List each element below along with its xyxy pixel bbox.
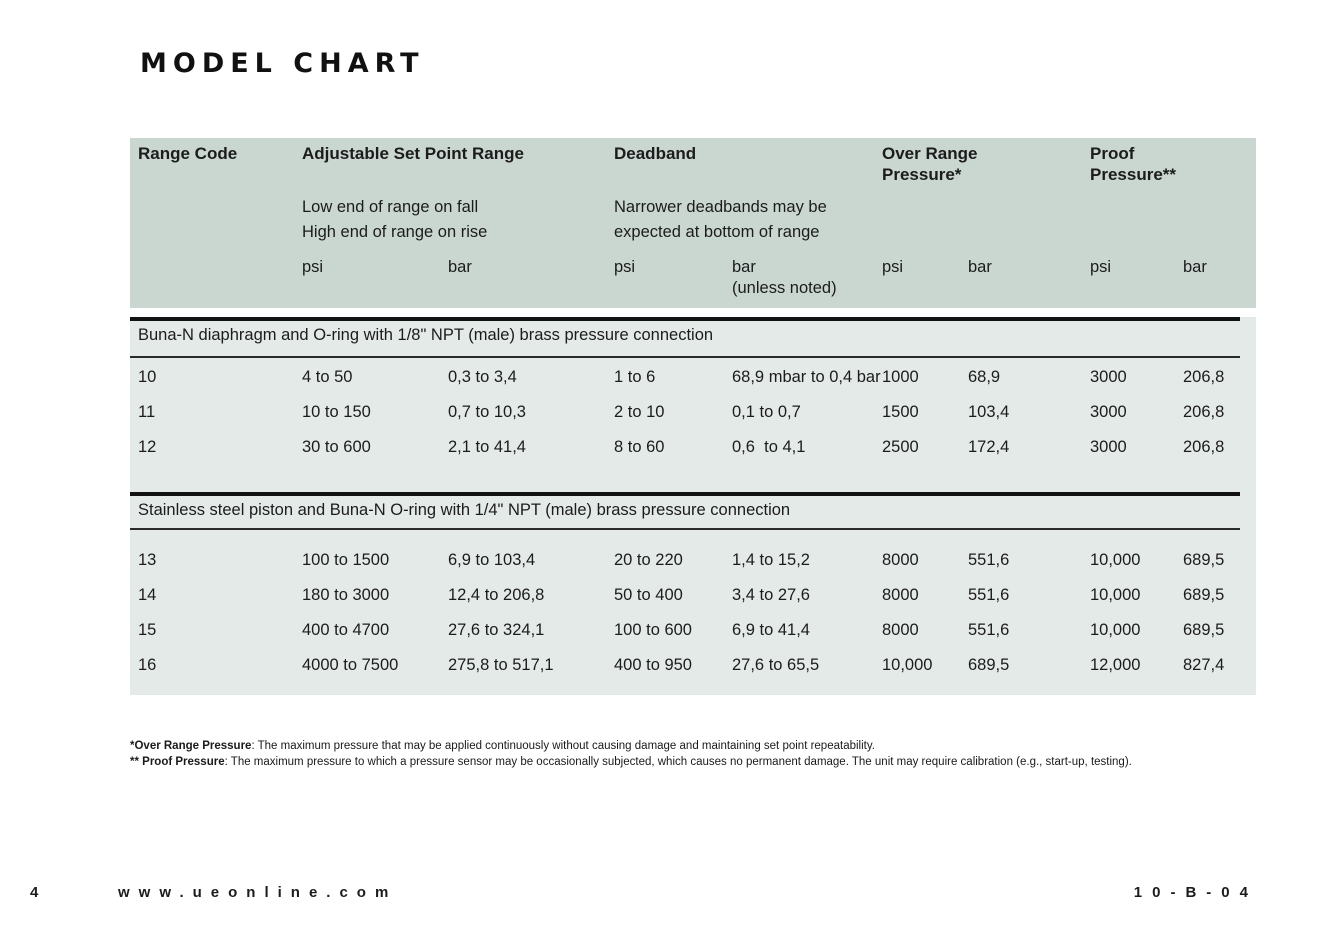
over-range-psi: 8000 <box>882 621 919 639</box>
proof-psi: 12,000 <box>1090 656 1141 674</box>
table-body-band <box>130 317 1256 695</box>
table-header-band <box>130 138 1256 308</box>
table-header-row <box>130 143 1256 185</box>
over-range-bar: 551,6 <box>968 586 1010 604</box>
deadband-bar: 68,9 mbar to 0,4 bar <box>732 368 881 386</box>
footnote-over-range-text: : The maximum pressure that may be applied continuously without causing damage and maintaining set point repeatability. <box>251 740 875 752</box>
unit-deadband-psi: psi <box>614 258 636 276</box>
deadband-bar: 27,6 to 65,5 <box>732 656 820 674</box>
footnote-proof-term: ** Proof Pressure <box>130 756 225 768</box>
proof-bar: 689,5 <box>1183 586 1225 604</box>
section-underline <box>130 528 1240 530</box>
set-point-note-line1: Low end of range on fall <box>302 198 479 216</box>
unit-proof-psi: psi <box>1090 258 1112 276</box>
unit-deadband-bar-label: bar <box>732 258 756 276</box>
footnotes <box>130 738 1132 770</box>
over-range-bar: 68,9 <box>968 368 1001 386</box>
unit-over-range-psi: psi <box>882 258 904 276</box>
set-point-psi: 400 to 4700 <box>302 621 390 639</box>
set-point-note <box>302 195 614 245</box>
set-point-psi: 4 to 50 <box>302 368 353 386</box>
range-code: 12 <box>138 438 157 456</box>
table-units-row <box>130 257 1256 299</box>
over-range-psi: 10,000 <box>882 656 933 674</box>
set-point-psi: 100 to 1500 <box>302 551 390 569</box>
column-header-proof <box>1090 143 1256 185</box>
table-header-notes-row <box>130 195 1256 245</box>
unit-over-range-bar: bar <box>968 258 992 276</box>
proof-bar: 827,4 <box>1183 656 1225 674</box>
range-code: 15 <box>138 621 157 639</box>
over-range-psi: 1000 <box>882 368 919 386</box>
proof-psi: 3000 <box>1090 438 1127 456</box>
section-divider-line <box>130 317 1240 321</box>
set-point-bar: 275,8 to 517,1 <box>448 656 554 674</box>
set-point-bar: 27,6 to 324,1 <box>448 621 545 639</box>
range-code: 14 <box>138 586 157 604</box>
footnote-over-range-term: *Over Range Pressure <box>130 740 252 752</box>
set-point-psi: 4000 to 7500 <box>302 656 399 674</box>
section-title-stainless: Stainless steel piston and Buna-N O-ring with 1/4" NPT (male) brass pressure connection <box>138 501 791 519</box>
deadband-note <box>614 195 882 245</box>
footnote-over-range <box>130 738 1132 754</box>
website-url: www.ueonline.com <box>118 884 398 901</box>
unit-deadband-bar <box>732 257 882 299</box>
deadband-bar: 3,4 to 27,6 <box>732 586 810 604</box>
section-rows-stainless <box>130 543 1256 683</box>
footnote-proof-text: : The maximum pressure to which a pressure sensor may be occasionally subjected, which causes no permanent damage. The unit may require calibration (e.g., start-up, testing). <box>224 756 1132 768</box>
unit-proof-bar: bar <box>1183 258 1207 276</box>
over-range-psi: 1500 <box>882 403 919 421</box>
deadband-psi: 20 to 220 <box>614 551 683 569</box>
set-point-note-line2: High end of range on rise <box>302 223 488 241</box>
deadband-note-line2: expected at bottom of range <box>614 223 820 241</box>
unit-set-point-bar: bar <box>448 258 472 276</box>
deadband-psi: 100 to 600 <box>614 621 692 639</box>
spacer <box>130 257 302 299</box>
proof-bar: 689,5 <box>1183 551 1225 569</box>
range-code: 11 <box>138 403 156 421</box>
set-point-bar: 6,9 to 103,4 <box>448 551 536 569</box>
deadband-note-line1: Narrower deadbands may be <box>614 198 827 216</box>
page-title: MODEL CHART <box>140 48 425 79</box>
deadband-bar: 6,9 to 41,4 <box>732 621 810 639</box>
section-underline <box>130 356 1240 358</box>
proof-psi: 10,000 <box>1090 621 1141 639</box>
proof-bar: 206,8 <box>1183 403 1225 421</box>
set-point-bar: 0,7 to 10,3 <box>448 403 526 421</box>
over-range-bar: 551,6 <box>968 621 1010 639</box>
unit-set-point-psi: psi <box>302 258 324 276</box>
over-range-bar: 551,6 <box>968 551 1010 569</box>
range-code: 10 <box>138 368 157 386</box>
over-range-psi: 2500 <box>882 438 919 456</box>
deadband-psi: 1 to 6 <box>614 368 656 386</box>
column-header-proof-label: Proof Pressure** <box>1090 144 1177 184</box>
column-header-range-code: Range Code <box>138 144 238 163</box>
over-range-bar: 172,4 <box>968 438 1010 456</box>
set-point-psi: 10 to 150 <box>302 403 371 421</box>
deadband-psi: 400 to 950 <box>614 656 692 674</box>
proof-psi: 10,000 <box>1090 586 1141 604</box>
proof-psi: 3000 <box>1090 368 1127 386</box>
over-range-bar: 689,5 <box>968 656 1010 674</box>
deadband-psi: 8 to 60 <box>614 438 665 456</box>
unit-deadband-bar-note: (unless noted) <box>732 279 837 297</box>
page-number: 4 <box>30 884 41 901</box>
footnote-proof <box>130 754 1132 770</box>
spacer <box>130 195 302 245</box>
over-range-bar: 103,4 <box>968 403 1010 421</box>
set-point-psi: 30 to 600 <box>302 438 371 456</box>
set-point-psi: 180 to 3000 <box>302 586 390 604</box>
column-header-over-range-label: Over Range Pressure* <box>882 144 978 184</box>
column-header-deadband: Deadband <box>614 144 697 163</box>
section-title-buna-n: Buna-N diaphragm and O-ring with 1/8" NPT (male) brass pressure connection <box>138 326 714 344</box>
deadband-bar: 0,1 to 0,7 <box>732 403 801 421</box>
section-rows-buna-n <box>130 360 1256 465</box>
set-point-bar: 0,3 to 3,4 <box>448 368 517 386</box>
over-range-psi: 8000 <box>882 551 919 569</box>
proof-bar: 206,8 <box>1183 368 1225 386</box>
over-range-psi: 8000 <box>882 586 919 604</box>
range-code: 16 <box>138 656 157 674</box>
proof-psi: 10,000 <box>1090 551 1141 569</box>
deadband-bar: 0,6 to 4,1 <box>732 438 806 456</box>
proof-psi: 3000 <box>1090 403 1127 421</box>
range-code: 13 <box>138 551 157 569</box>
column-header-over-range <box>882 143 1090 185</box>
deadband-psi: 50 to 400 <box>614 586 683 604</box>
set-point-bar: 2,1 to 41,4 <box>448 438 526 456</box>
deadband-psi: 2 to 10 <box>614 403 665 421</box>
proof-bar: 689,5 <box>1183 621 1225 639</box>
deadband-bar: 1,4 to 15,2 <box>732 551 810 569</box>
column-header-set-point: Adjustable Set Point Range <box>302 144 524 163</box>
document-code: 10-B-04 <box>1133 884 1258 901</box>
section-divider-line <box>130 492 1240 496</box>
set-point-bar: 12,4 to 206,8 <box>448 586 545 604</box>
proof-bar: 206,8 <box>1183 438 1225 456</box>
